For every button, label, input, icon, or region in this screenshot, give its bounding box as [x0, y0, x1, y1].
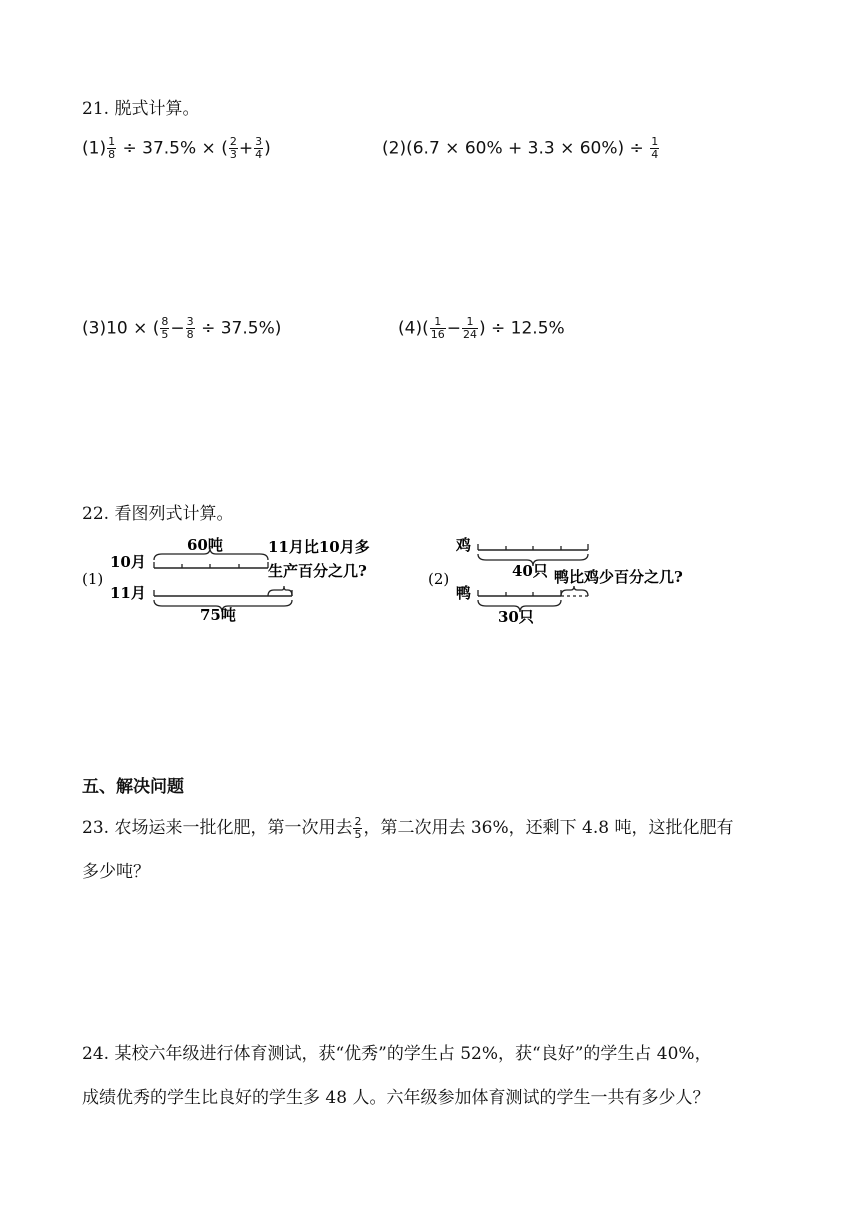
difference-brace	[561, 586, 588, 596]
fraction: $\frac{1}{8}$	[108, 135, 116, 161]
q21-p2-expr: (6.7 × 60% + 3.3 × 60%) ÷	[406, 138, 644, 159]
q21-p2-label: (2)	[382, 138, 407, 159]
q21-p4-post: ) ÷ 12.5%	[478, 318, 565, 339]
row-label-chicken: 鸡	[456, 536, 472, 554]
q21-problem-1	[82, 136, 271, 161]
close-paren: )	[264, 138, 271, 159]
q21-p1-label: (1)	[82, 138, 107, 159]
question-line-1: 11月比10月多	[268, 538, 370, 556]
fraction: $\frac{2}{5}$	[354, 815, 362, 841]
minus-sign: −	[446, 318, 461, 339]
difference-brace	[268, 586, 292, 596]
fraction: $\frac{3}{4}$	[255, 135, 263, 161]
q21-p1-operators: ÷ 37.5% × (	[122, 138, 228, 159]
q21-problem-3	[82, 316, 281, 341]
top-value: 60吨	[187, 536, 223, 554]
diagram-2-label: (2)	[428, 570, 450, 588]
q23-line-1	[82, 806, 837, 850]
minus-sign: −	[170, 318, 185, 339]
q23	[82, 806, 837, 894]
q24-line-2: 成绩优秀的学生比良好的学生多 48 人。六年级参加体育测试的学生一共有多少人？	[82, 1088, 710, 1108]
fraction: $\frac{1}{4}$	[651, 135, 659, 161]
q21-problem-4	[398, 316, 565, 341]
q21-p3-post: ÷ 37.5%)	[201, 318, 282, 339]
row-label-november: 11月	[110, 584, 146, 602]
question: 鸭比鸡少百分之几?	[554, 568, 683, 586]
q21-problem-2	[382, 136, 660, 161]
q24-line-1: 24. 某校六年级进行体育测试，获“优秀”的学生占 52%，获“良好”的学生占 40%，	[82, 1044, 712, 1064]
q22-diagram-2	[428, 530, 738, 625]
question-line-2: 生产百分之几?	[268, 562, 367, 580]
q23-text-post: ，第二次用去 36%，还剩下 4.8 吨，这批化肥有	[363, 818, 734, 838]
section-heading: 五、解决问题	[82, 777, 184, 797]
q22-diagram-1	[82, 530, 402, 625]
diagram-1-label: (1)	[82, 570, 104, 588]
open-paren: (	[422, 318, 429, 339]
fraction: $\frac{8}{5}$	[161, 315, 169, 341]
fraction: $\frac{1}{16}$	[430, 315, 445, 341]
q23-line-2: 多少吨？	[82, 862, 150, 882]
top-value: 40只	[512, 562, 548, 580]
row-label-october: 10月	[110, 553, 146, 571]
q21-title: 21. 脱式计算。	[82, 99, 200, 119]
row-label-duck: 鸭	[456, 584, 472, 602]
q21-p3-label: (3)	[82, 318, 107, 339]
plus-sign: +	[238, 138, 254, 159]
fraction: $\frac{1}{24}$	[462, 315, 477, 341]
q21-p3-pre: 10 × (	[106, 318, 160, 339]
q21-p4-label: (4)	[398, 318, 423, 339]
q23-text-pre: 23. 农场运来一批化肥，第一次用去	[82, 818, 353, 838]
q24	[82, 1032, 837, 1120]
fraction: $\frac{3}{8}$	[186, 315, 194, 341]
bottom-value: 30只	[498, 608, 534, 625]
bottom-value: 75吨	[200, 606, 236, 624]
q22-title: 22. 看图列式计算。	[82, 504, 234, 524]
fraction: $\frac{2}{3}$	[229, 135, 237, 161]
